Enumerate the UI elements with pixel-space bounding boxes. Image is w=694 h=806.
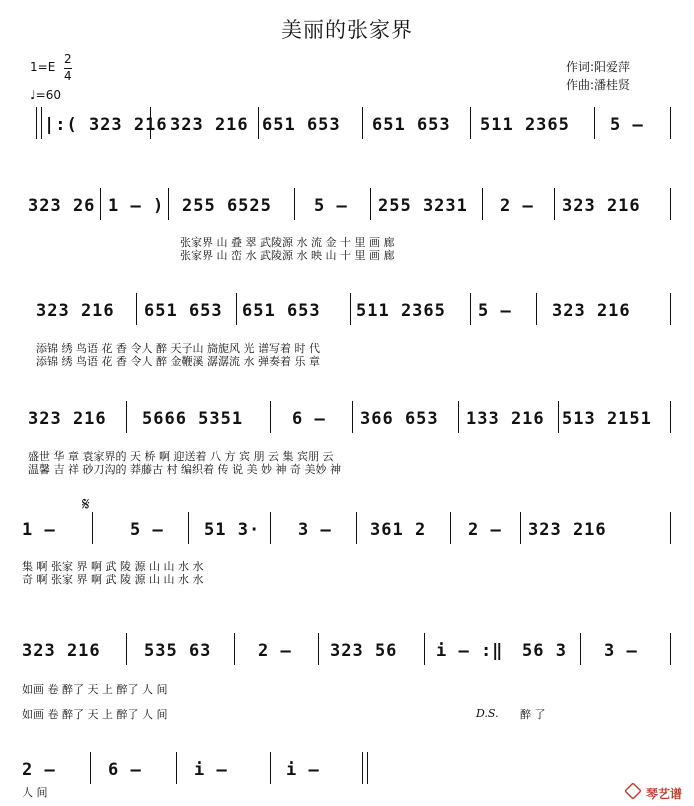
- measure: 1 – ): [108, 196, 165, 216]
- measure: 651 653: [262, 115, 341, 135]
- composer-credit: 作曲:潘桂贤: [566, 78, 631, 92]
- dal-segno-marking: D.S.: [476, 707, 499, 720]
- lyric-line: 张家界 山 叠 翠 武陵源 水 流 金 十 里 画 廊: [180, 236, 395, 249]
- barline: [470, 293, 471, 325]
- measure: 361 2: [370, 520, 427, 540]
- barline: [350, 293, 351, 325]
- measure: 3 –: [604, 641, 638, 661]
- measure: 255 3231: [378, 196, 468, 216]
- barline: [520, 512, 521, 544]
- barline: [558, 401, 559, 433]
- lyric-line: 如画 卷 醉了 天 上 醉了 人 间: [22, 708, 168, 721]
- measure: 56 3: [522, 641, 567, 661]
- measure: 133 216: [466, 409, 545, 429]
- score-system-1: [0, 115, 694, 155]
- barline: [536, 293, 537, 325]
- barline: [594, 107, 595, 139]
- measure: 651 653: [144, 301, 223, 321]
- lyric-line: 集 啊 张家 界 啊 武 陵 源 山 山 水 水: [22, 560, 204, 573]
- barline: [270, 752, 271, 784]
- barline: [356, 512, 357, 544]
- lyric-line: 盛世 华 章 袁家界的 天 桥 啊 迎送着 八 方 宾 朋 云 集 宾朋 云: [28, 450, 334, 463]
- lyric-line: 如画 卷 醉了 天 上 醉了 人 间: [22, 683, 168, 696]
- lyric-line: 醉 了: [520, 708, 546, 721]
- barline: [482, 188, 483, 220]
- barline: [670, 293, 671, 325]
- barline: [318, 633, 319, 665]
- barline: [92, 512, 93, 544]
- time-signature-top: 2: [64, 52, 72, 66]
- barline: [188, 512, 189, 544]
- barline: [176, 752, 177, 784]
- measure: 651 653: [372, 115, 451, 135]
- measure: 5666 5351: [142, 409, 244, 429]
- measure: 323 216: [22, 641, 101, 661]
- lyricist-credit: 作词:阳爱萍: [566, 60, 631, 74]
- barline: [670, 512, 671, 544]
- barline: [670, 401, 671, 433]
- measure: 5 –: [478, 301, 512, 321]
- measure: 323 56: [330, 641, 398, 661]
- barline: [90, 752, 91, 784]
- measure: 2 –: [500, 196, 534, 216]
- barline: [362, 107, 363, 139]
- measure: 323 216: [170, 115, 249, 135]
- measure: 513 2151: [562, 409, 652, 429]
- logo-icon: [624, 782, 642, 800]
- measure: |:( 323 216: [44, 115, 168, 135]
- barline: [370, 188, 371, 220]
- measure: 323 216: [562, 196, 641, 216]
- measure: 323 216: [528, 520, 607, 540]
- barline: [126, 401, 127, 433]
- lyric-line: 添锦 绣 鸟语 花 香 令人 醉 天子山 旖旎风 光 谱写着 时 代: [36, 342, 320, 355]
- final-barline: [362, 752, 363, 784]
- measure: 2 –: [258, 641, 292, 661]
- lyric-line: 张家界 山 峦 水 武陵源 水 映 山 十 里 画 廊: [180, 249, 395, 262]
- score-system-2: [0, 196, 694, 236]
- measure: 535 63: [144, 641, 212, 661]
- barline: [236, 293, 237, 325]
- key-signature: 1=E: [30, 60, 56, 74]
- measure: 1 –: [22, 520, 56, 540]
- score-system-5: [0, 520, 694, 560]
- measure: 51 3·: [204, 520, 261, 540]
- barline: [270, 512, 271, 544]
- measure: 323 216: [28, 409, 107, 429]
- measure: 651 653: [242, 301, 321, 321]
- barline: [126, 633, 127, 665]
- barline: [100, 188, 101, 220]
- barline: [450, 512, 451, 544]
- score-system-3: [0, 301, 694, 341]
- measure: 2 –: [468, 520, 502, 540]
- measure: 6 –: [108, 760, 142, 780]
- measure: 2 –: [22, 760, 56, 780]
- logo-text: 琴艺谱: [646, 787, 683, 801]
- measure: 511 2365: [356, 301, 446, 321]
- barline: [580, 633, 581, 665]
- time-signature-bottom: 4: [64, 69, 72, 83]
- barline: [270, 401, 271, 433]
- barline: [554, 188, 555, 220]
- lyric-line: 温馨 吉 祥 砂刀沟的 莽藤古 村 编织着 传 说 美 妙 神 奇 美妙 神: [28, 463, 341, 476]
- score-system-4: [0, 409, 694, 449]
- tempo-marking: ♩=60: [30, 88, 61, 102]
- measure: 323 216: [36, 301, 115, 321]
- barline: [150, 107, 151, 139]
- measure: 5 –: [610, 115, 644, 135]
- measure: 6 –: [292, 409, 326, 429]
- measure: 323 216: [552, 301, 631, 321]
- barline: [670, 188, 671, 220]
- lyric-line: 人 间: [22, 786, 48, 799]
- measure: 3 –: [298, 520, 332, 540]
- barline: [424, 633, 425, 665]
- barline: [234, 633, 235, 665]
- lyric-line: 添锦 绣 鸟语 花 香 令人 醉 金鞭溪 潺潺流 水 弹奏着 乐 章: [36, 355, 320, 368]
- page-title: 美丽的张家界: [281, 18, 413, 42]
- measure: i –: [194, 760, 228, 780]
- score-system-6: [0, 641, 694, 681]
- barline: [168, 188, 169, 220]
- measure: 255 6525: [182, 196, 272, 216]
- barline: [670, 633, 671, 665]
- score-system-7: [0, 760, 694, 800]
- measure: 323 26: [28, 196, 96, 216]
- measure: i – :‖: [436, 641, 504, 661]
- barline: [258, 107, 259, 139]
- barline: [294, 188, 295, 220]
- lyric-line: 奇 啊 张家 界 啊 武 陵 源 山 山 水 水: [22, 573, 204, 586]
- barline: [458, 401, 459, 433]
- measure: 366 653: [360, 409, 439, 429]
- site-logo: [624, 782, 682, 802]
- measure: 5 –: [130, 520, 164, 540]
- segno-icon: 𝄋: [82, 494, 90, 515]
- measure: i –: [286, 760, 320, 780]
- measure: 5 –: [314, 196, 348, 216]
- barline: [136, 293, 137, 325]
- measure: 511 2365: [480, 115, 570, 135]
- barline: [352, 401, 353, 433]
- barline: [670, 107, 671, 139]
- repeat-barline: [36, 107, 37, 139]
- barline: [470, 107, 471, 139]
